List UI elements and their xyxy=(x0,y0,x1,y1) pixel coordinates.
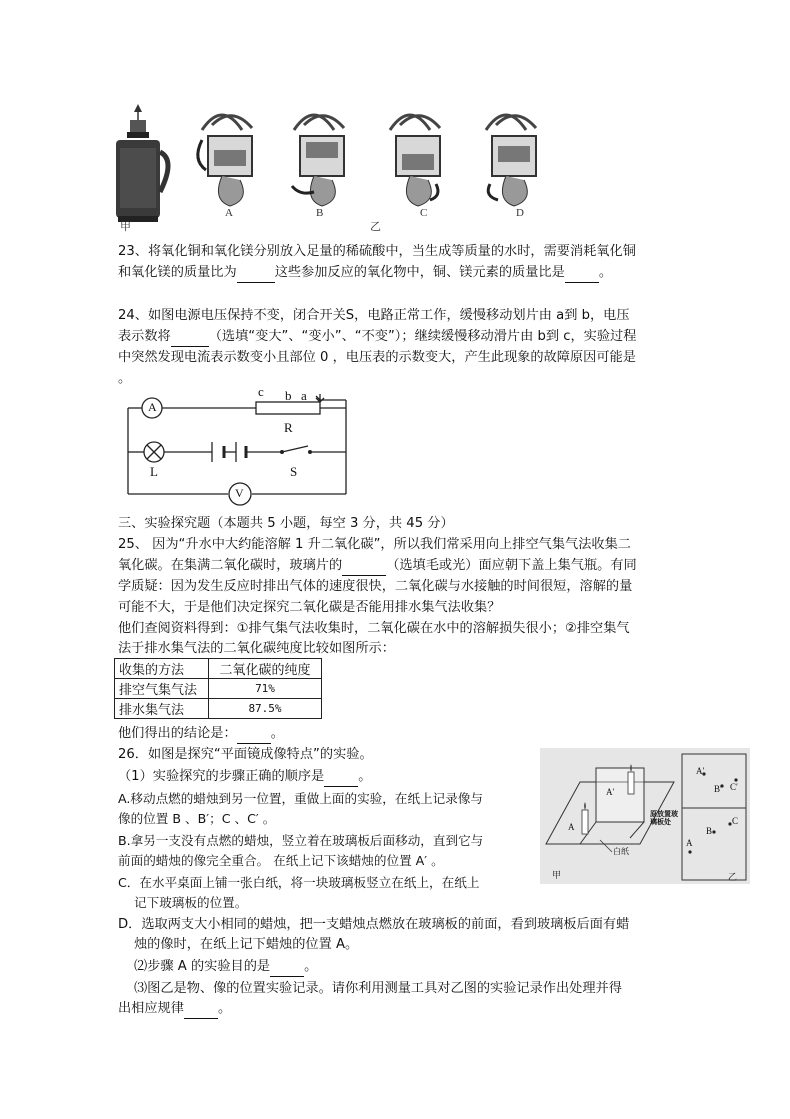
q23-text-c: 。 xyxy=(598,265,612,280)
label-c-yi: C xyxy=(732,816,739,826)
table-header-method: 收集的方法 xyxy=(115,659,209,679)
label-c-prime-yi: C′ xyxy=(730,782,738,792)
terminal-c-label: c xyxy=(258,384,264,399)
purity-table xyxy=(114,658,322,719)
voltmeter-label: V xyxy=(235,486,244,500)
q26-part1-end: 。 xyxy=(358,769,372,784)
label-b-prime-yi: B′ xyxy=(714,784,722,794)
engine-stroke-b xyxy=(292,115,344,206)
lamp-label: L xyxy=(150,464,158,479)
q24-text-a: 表示数将 xyxy=(118,329,171,344)
q26-part3-line2 xyxy=(118,1000,231,1019)
engine-figure xyxy=(112,100,562,230)
glass-position-line2: 璃板处 xyxy=(650,818,671,826)
switch-label: S xyxy=(290,464,298,479)
engine-label-d: D xyxy=(516,207,524,219)
table-cell-purity: 71% xyxy=(209,679,322,699)
q26-part2-end: 。 xyxy=(304,959,318,974)
q26-step-d-line1: D．选取两支大小相同的蜡烛，把一支蜡烛点燃放在玻璃板的前面，看到玻璃板后面有蜡 xyxy=(118,917,630,932)
label-a-prime-yi: A′ xyxy=(696,766,705,776)
q26-blank-1[interactable] xyxy=(324,768,358,787)
glass-position-line1: 原放置玻 xyxy=(650,810,678,818)
fig-jia-label: 甲 xyxy=(552,871,562,881)
q26-part2 xyxy=(134,958,317,977)
glass-position-label xyxy=(650,810,678,826)
table-header-row xyxy=(115,659,322,679)
q24-text-b: （选填“变大”、“变小”、“不变”）；继续缓慢移动滑片由 b到 c，实验过程 xyxy=(208,329,637,344)
q25-text-a: 氧化碳。在集满二氧化碳时，玻璃片的 xyxy=(118,558,343,573)
q23-blank-1[interactable] xyxy=(237,264,275,283)
q23-blank-2[interactable] xyxy=(565,264,599,283)
q26-blank-2[interactable] xyxy=(270,958,304,977)
q25-conclusion-end: 。 xyxy=(270,726,284,741)
resistor-label: R xyxy=(284,420,293,435)
q26-step-a-line1: A.移动点燃的蜡烛到另一位置，重做上面的实验，在纸上记录像与 xyxy=(118,791,484,806)
section3-title: 三、实验探究题（本题共 5 小题，每空 3 分，共 45 分） xyxy=(118,516,454,531)
label-a-jia: A xyxy=(568,822,575,832)
white-paper-label: 白纸 xyxy=(613,847,629,856)
engine-stroke-c xyxy=(390,115,440,206)
q26-line1: 26．如图是探究“平面镜成像特点”的实验。 xyxy=(118,747,373,762)
q25-conclusion xyxy=(118,725,284,744)
label-b-yi: B xyxy=(706,826,713,836)
ammeter-label: A xyxy=(148,400,157,414)
q24-line1: 24、如图电源电压保持不变，闭合开关S，电路正常工作，缓慢移动划片由 a到 b，电压 xyxy=(118,308,630,323)
table-cell-purity: 87.5% xyxy=(209,699,322,719)
engine-stroke-a xyxy=(198,115,252,206)
q25-line3: 学质疑：因为发生反应时排出气体的速度很快，二氧化碳与水接触的时间很短，溶解的量 xyxy=(118,579,633,594)
lamp-symbol xyxy=(144,442,164,462)
q26-part2-text: ⑵步骤 A 的实验目的是 xyxy=(134,959,271,974)
q23-line1: 23、将氧化铜和氧化镁分别放入足量的稀硫酸中，当生成等质量的水时，需要消耗氧化铜 xyxy=(118,244,636,259)
q26-step-c-line1: C．在水平桌面上铺一张白纸，将一块玻璃板竖立在纸上，在纸上 xyxy=(118,875,480,890)
q26-step-b-line2: 前面的蜡烛的像完全重合。 在纸上记下该蜡烛的位置 A′ 。 xyxy=(118,853,444,868)
fig-yi-label: 乙 xyxy=(728,873,738,883)
q25-line4: 可能不大，于是他们决定探究二氧化碳是否能用排水集气法收集？ xyxy=(118,600,501,615)
terminal-b-label: b xyxy=(285,388,292,403)
q26-blank-3[interactable] xyxy=(184,1000,218,1019)
q26-step-a-line2: 像的位置 B 、B′；C 、C′ 。 xyxy=(118,811,276,826)
table-cell-method: 排水集气法 xyxy=(115,699,209,719)
q24-blank-1[interactable] xyxy=(171,328,209,347)
engine-label-c: C xyxy=(420,207,428,219)
q25-line1: 25、 因为“升水中大约能溶解 1 升二氧化碳”，所以我们常采用向上排空气集气法收集二 xyxy=(118,537,631,552)
caption-jia: 甲 xyxy=(120,221,131,233)
q23-text-a: 和氧化镁的质量比为 xyxy=(118,265,237,280)
mirror-figure-svg xyxy=(540,748,750,884)
table-header-purity: 二氧化碳的纯度 xyxy=(209,659,322,679)
q26-part3-end: 。 xyxy=(217,1001,232,1016)
q26-part3-line1: ⑶图乙是物、像的位置实验记录。请你利用测量工具对乙图的实验记录作出处理并得 xyxy=(134,981,622,996)
q26-step-c-line2: 记下玻璃板的位置。 xyxy=(134,895,248,910)
engine-label-b: B xyxy=(316,207,324,219)
q26-part1 xyxy=(118,768,371,787)
engine-label-a: A xyxy=(225,207,233,219)
engine-figure-svg xyxy=(112,100,562,230)
q25-text-b: （选填毛或光）面应朝下盖上集气瓶。有同 xyxy=(386,558,637,573)
q26-step-d-line2: 烛的像时，在纸上记下蜡烛的位置 A。 xyxy=(134,937,359,952)
q23-text-b: 这些参加反应的氧化物中，铜、镁元素的质量比是 xyxy=(274,265,565,280)
mirror-figure xyxy=(540,748,750,884)
q26-part3-text: 出相应规律 xyxy=(118,1001,184,1016)
q24-line2 xyxy=(118,328,636,347)
q25-blank-2[interactable] xyxy=(237,725,271,744)
table-row xyxy=(115,679,322,699)
label-a-prime-jia: A′ xyxy=(606,787,615,797)
q23-line2 xyxy=(118,264,612,283)
q24-line3: 中突然发现电流表示数变小且部位 0 ，电压表的示数变大，产生此现象的故障原因可能是 xyxy=(118,350,636,365)
thermos-illustration xyxy=(116,104,168,222)
q25-conclusion-text: 他们得出的结论是： xyxy=(118,726,237,741)
q26-step-b-line1: B.拿另一支没有点燃的蜡烛，竖立着在玻璃板后面移动，直到它与 xyxy=(118,833,484,848)
q25-line6: 法于排水集气法的二氧化碳纯度比较如图所示： xyxy=(118,641,395,656)
q25-blank-1[interactable] xyxy=(342,557,386,576)
table-cell-method: 排空气集气法 xyxy=(115,679,209,699)
circuit-diagram xyxy=(120,384,360,512)
q25-line5: 他们查阅资料得到：①排气集气法收集时，二氧化碳在水中的溶解损失很小；②排空集气 xyxy=(118,621,630,636)
table-row xyxy=(115,699,322,719)
terminal-a-label: a xyxy=(301,388,307,403)
caption-yi: 乙 xyxy=(370,221,381,233)
engine-stroke-d xyxy=(486,115,536,206)
q24-line4: 。 xyxy=(118,371,132,386)
q26-part1-text: （1）实验探究的步骤正确的顺序是 xyxy=(118,769,325,784)
label-a-yi: A xyxy=(686,838,693,848)
q25-line2 xyxy=(118,557,637,576)
